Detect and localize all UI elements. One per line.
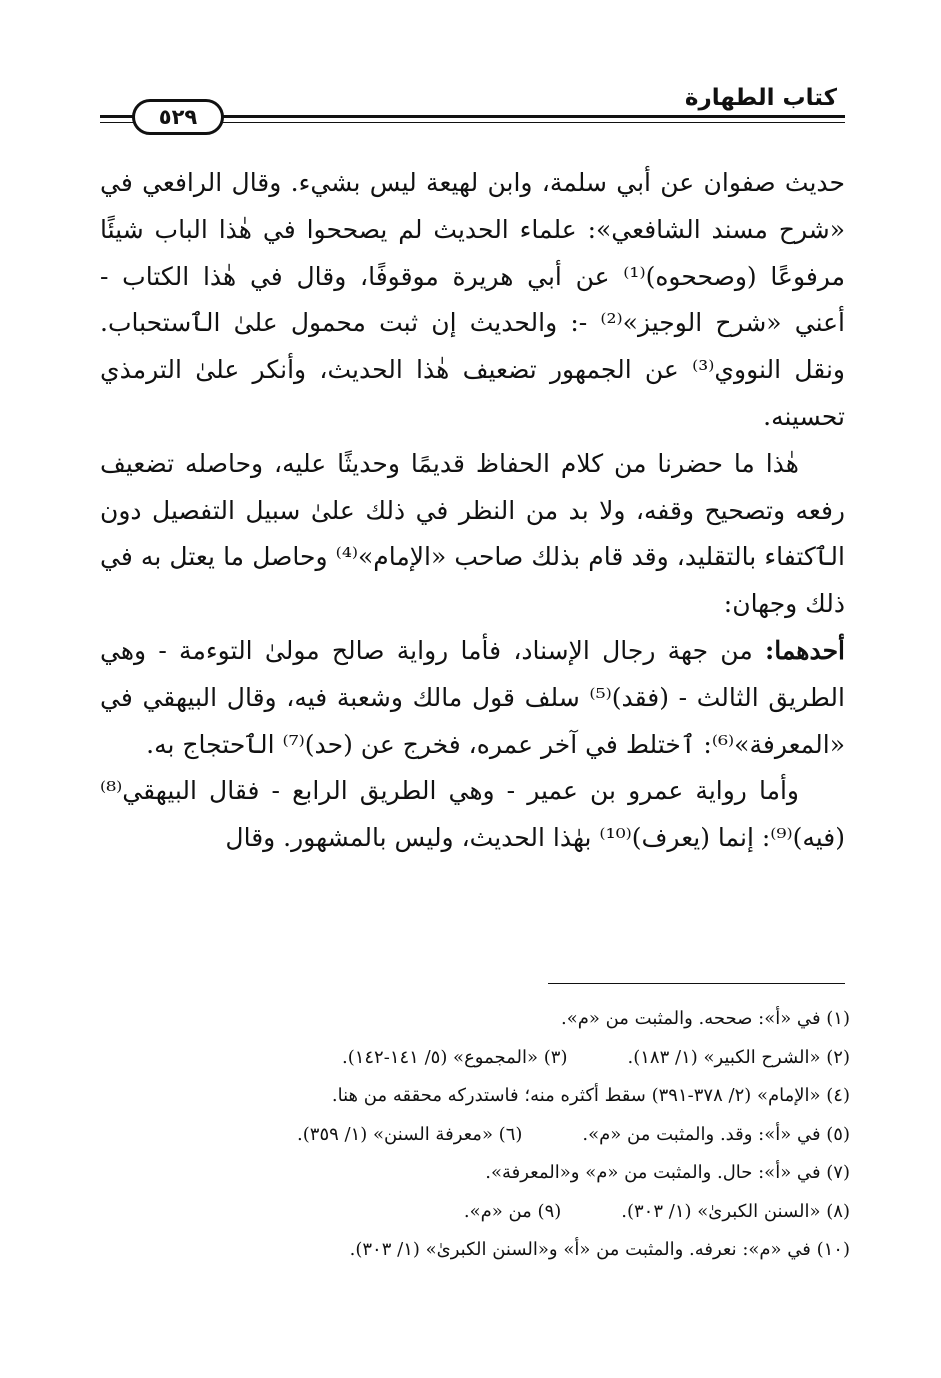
footnote-line xyxy=(100,1039,850,1078)
footnote: (٣) «المجموع» (٥/ ١٤١-١٤٢). xyxy=(341,1046,568,1068)
paragraph-lead: أحدهما: xyxy=(764,635,845,665)
footnote: (٤) «الإمام» (٢/ ٣٧٨-٣٩١) سقط أكثره منه؛ فاستدركه محققه من هنا. xyxy=(331,1085,850,1106)
running-header xyxy=(100,85,845,135)
paragraph xyxy=(100,628,845,768)
footnote-line xyxy=(100,1000,850,1039)
footnote: (١) في «أ»: صححه. والمثبت من «م». xyxy=(560,1008,850,1029)
footnote-line xyxy=(100,1116,850,1155)
footnote-line xyxy=(100,1193,850,1232)
paragraph: حديث صفوان عن أبي سلمة، وابن لهيعة ليس بشيء. وقال الرافعي في «شرح مسند الشافعي»: علماء الحديث لم يصححوا في هٰذا الباب شيئًا مرفوعًا (وصححوه)⁽¹⁾ عن أبي هريرة موقوفًا، وقال في هٰذا الكتاب - أعني «شرح الوجيز»⁽²⁾ -: والحديث إن ثبت محمول علىٰ الٱستحباب. ونقل النووي⁽³⁾ عن الجمهور تضعيف هٰذا الحديث، وأنكر علىٰ الترمذي تحسينه. xyxy=(100,168,845,431)
footnote: (٥) في «أ»: وقد. والمثبت من «م». xyxy=(582,1123,850,1145)
page-number: ٥٢٩ xyxy=(132,99,224,135)
paragraph-text: من جهة رجال الإسناد، فأما رواية صالح مولىٰ التوءمة - وهي الطريق الثالث - (فقد)⁽⁵⁾ سلف قول مالك وشعبة فيه، وقال البيهقي في «المعرفة»⁽⁶⁾: ٱختلط في آخر عمره، فخرج عن (حد)⁽⁷⁾ الٱحتجاج به. xyxy=(100,635,845,759)
footnote: (٨) «السنن الكبرىٰ» (١/ ٣٠٣). xyxy=(621,1200,850,1222)
footnote: (٩) من «م». xyxy=(463,1200,562,1222)
paragraph: وأما رواية عمرو بن عمير - وهي الطريق الرابع - فقال البيهقي⁽⁸⁾ (فيه)⁽⁹⁾: إنما (يعرف)⁽¹⁰⁾ بهٰذا الحديث، وليس بالمشهور. وقال xyxy=(100,776,845,853)
footnote-line xyxy=(100,1077,850,1116)
footnote-separator xyxy=(548,983,845,984)
footnote-line xyxy=(100,1231,850,1270)
footnotes xyxy=(100,1000,850,1270)
footnote: (١٠) في «م»: نعرفه. والمثبت من «أ» و«السنن الكبرىٰ» (١/ ٣٠٣). xyxy=(349,1239,850,1260)
footnote-line xyxy=(100,1154,850,1193)
chapter-title: كتاب الطهارة xyxy=(684,85,837,111)
main-text xyxy=(100,160,845,862)
footnote: (٧) في «أ»: حال. والمثبت من «م» و«المعرفة». xyxy=(485,1162,850,1183)
footnote: (٦) «معرفة السنن» (١/ ٣٥٩). xyxy=(297,1123,523,1145)
paragraph: هٰذا ما حضرنا من كلام الحفاظ قديمًا وحديثًا عليه، وحاصله تضعيف رفعه وتصحيح وقفه، ولا بد من النظر في ذلك علىٰ سبيل التفصيل دون الٱكتفاء بالتقليد، وقد قام بذلك صاحب «الإمام»⁽⁴⁾ وحاصل ما يعتل به في ذلك وجهان: xyxy=(100,448,845,619)
footnote: (٢) «الشرح الكبير» (١/ ١٨٣). xyxy=(627,1046,850,1068)
